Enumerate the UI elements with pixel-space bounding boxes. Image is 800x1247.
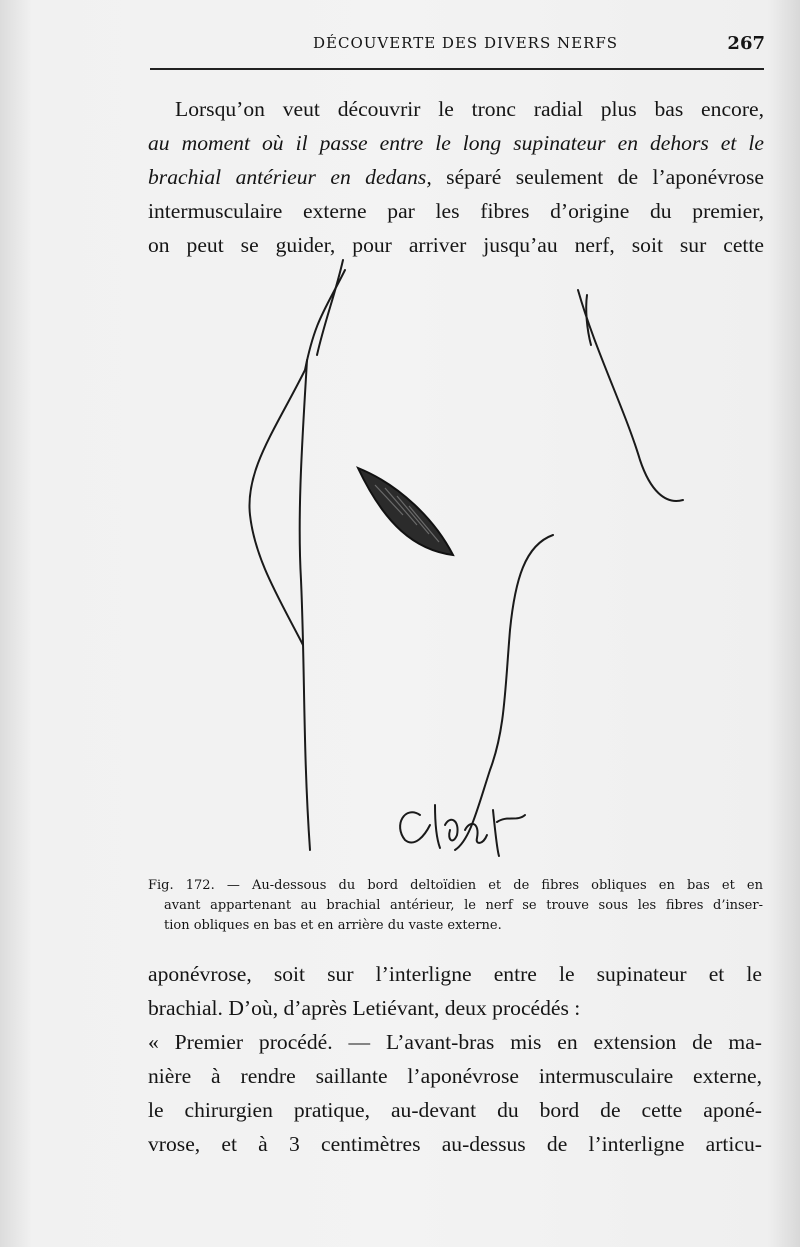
outline-left-outer (249, 270, 345, 645)
text-line: Lorsqu’on veut découvrir le tronc radial plus bas encore, (175, 97, 764, 121)
figure-caption (148, 876, 763, 936)
text-line-mixed (148, 160, 764, 194)
caption-line: avant appartenant au brachial antérieur, le nerf se trouve sous les fibres d’inser- (164, 898, 763, 913)
text-fragment: séparé seulement de l’aponévrose (431, 165, 764, 189)
paragraph-top (148, 92, 764, 262)
italic-phrase: brachial antérieur en dedans, (148, 165, 432, 189)
text-line: nière à rendre saillante l’aponévrose intermusculaire externe, (148, 1064, 762, 1088)
caption-line: tion obliques en bas et en arrière du vaste externe. (164, 918, 502, 933)
text-line: le chirurgien pratique, au-devant du bord de cette aponé- (148, 1098, 762, 1122)
caption-line: Fig. 172. — Au-dessous du bord deltoïdien et de fibres obliques en bas et en (148, 878, 763, 893)
running-title: DÉCOUVERTE DES DIVERS NERFS (313, 34, 619, 52)
page-number: 267 (727, 33, 765, 54)
text-line: brachial. D’où, d’après Letiévant, deux procédés : (148, 996, 581, 1020)
header-rule (150, 68, 764, 70)
signature (400, 805, 525, 856)
text-line: « Premier procédé. — L’avant-bras mis en extension de ma- (148, 1030, 762, 1054)
running-head (150, 34, 765, 60)
text-line: vrose, et à 3 centimètres au-dessus de l’interligne articu- (148, 1132, 762, 1156)
outline-right-diagonal (578, 290, 683, 501)
incision-group (358, 468, 453, 555)
text-line: aponévrose, soit sur l’interligne entre le supinateur et le (148, 962, 762, 986)
anatomical-figure (225, 250, 785, 860)
text-line: intermusculaire externe par les fibres d’origine du premier, (148, 199, 764, 223)
outline-left-inner (300, 360, 310, 850)
outline-center-curve (455, 535, 553, 850)
text-line-italic: au moment où il passe entre le long supinateur en dehors et le (148, 131, 764, 155)
paragraph-bottom (148, 957, 762, 1161)
outline-upper-left (317, 260, 343, 355)
text-line: on peut se guider, pour arriver jusqu’au nerf, soit sur cette (148, 233, 764, 257)
